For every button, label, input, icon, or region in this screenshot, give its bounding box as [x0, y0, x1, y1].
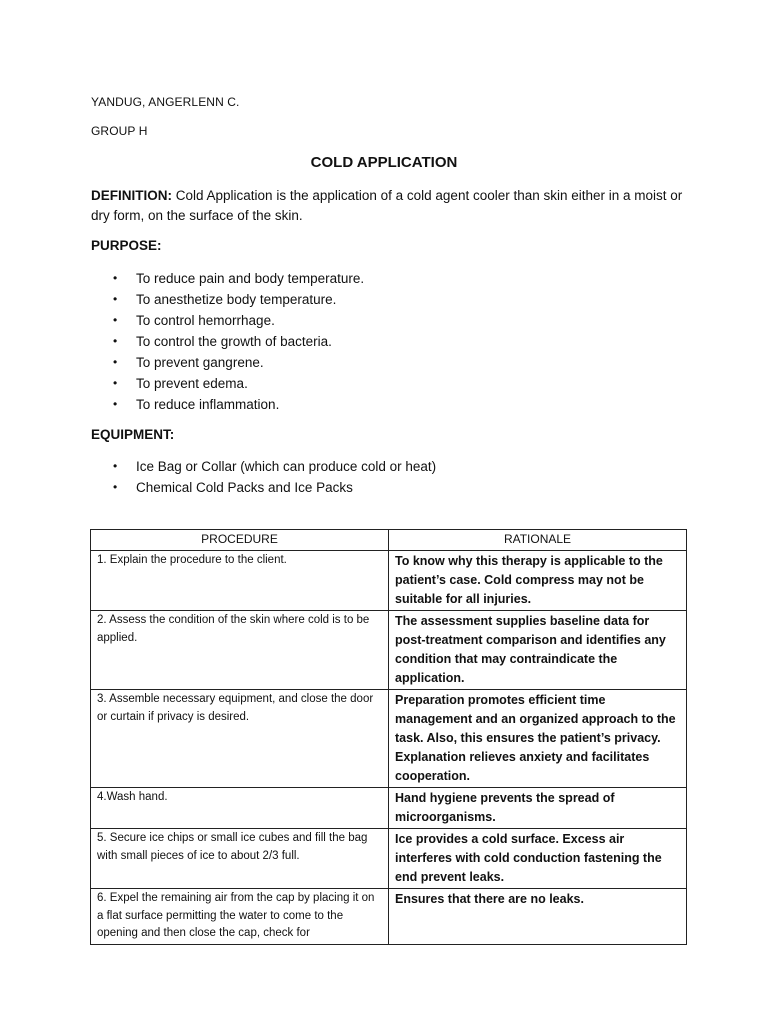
bullet-icon: • [113, 334, 118, 348]
bullet-icon: • [113, 480, 118, 494]
rationale-cell: Hand hygiene prevents the spread of microorganisms. [389, 788, 687, 829]
procedure-cell: 1. Explain the procedure to the client. [91, 551, 389, 611]
group-label: GROUP H [91, 124, 148, 138]
rationale-cell: To know why this therapy is applicable to the patient’s case. Cold compress may not be suitable for all injuries. [389, 551, 687, 611]
list-item: • To reduce pain and body temperature. [91, 268, 364, 289]
purpose-heading: PURPOSE: [91, 238, 162, 253]
table-row [91, 611, 687, 690]
list-item: • Ice Bag or Collar (which can produce cold or heat) [91, 456, 436, 477]
rationale-cell: Preparation promotes efficient time management and an organized approach to the task. Also, this ensures the patient’s privacy. Explanation relieves anxiety and facilitates cooperation. [389, 690, 687, 788]
equipment-heading: EQUIPMENT: [91, 427, 175, 442]
definition-paragraph [91, 186, 691, 226]
list-item: • To control the growth of bacteria. [91, 331, 364, 352]
definition-text: Cold Application is the application of a cold agent cooler than skin either in a moist or dry form, on the surface of the skin. [91, 188, 683, 223]
rationale-column-header: RATIONALE [389, 530, 687, 551]
table-row [91, 889, 687, 945]
procedure-cell: 3. Assemble necessary equipment, and close the door or curtain if privacy is desired. [91, 690, 389, 788]
rationale-cell: The assessment supplies baseline data for post-treatment comparison and identifies any condition that may contraindicate the application. [389, 611, 687, 690]
equipment-list [91, 456, 436, 498]
list-item: • To control hemorrhage. [91, 310, 364, 331]
table-row [91, 788, 687, 829]
bullet-icon: • [113, 313, 118, 327]
document-title: COLD APPLICATION [310, 154, 458, 171]
bullet-icon: • [113, 397, 118, 411]
author-name: YANDUG, ANGERLENN C. [91, 95, 240, 109]
bullet-icon: • [113, 376, 118, 390]
bullet-icon: • [113, 459, 118, 473]
procedure-column-header: PROCEDURE [91, 530, 389, 551]
list-item: • To prevent edema. [91, 373, 364, 394]
procedure-cell: 4.Wash hand. [91, 788, 389, 829]
list-item: • To reduce inflammation. [91, 394, 364, 415]
bullet-icon: • [113, 292, 118, 306]
table-row [91, 551, 687, 611]
procedure-cell: 2. Assess the condition of the skin where cold is to be applied. [91, 611, 389, 690]
procedure-cell: 5. Secure ice chips or small ice cubes and fill the bag with small pieces of ice to about 2/3 full. [91, 829, 389, 889]
purpose-list [91, 268, 364, 415]
procedure-table [90, 529, 687, 945]
definition-label: DEFINITION: [91, 188, 172, 203]
bullet-icon: • [113, 271, 118, 285]
list-item: • To prevent gangrene. [91, 352, 364, 373]
list-item: • Chemical Cold Packs and Ice Packs [91, 477, 436, 498]
rationale-cell: Ice provides a cold surface. Excess air interferes with cold conduction fastening the end prevent leaks. [389, 829, 687, 889]
bullet-icon: • [113, 355, 118, 369]
procedure-cell: 6. Expel the remaining air from the cap by placing it on a flat surface permitting the water to come to the opening and then close the cap, check for [91, 889, 389, 945]
table-row [91, 690, 687, 788]
rationale-cell: Ensures that there are no leaks. [389, 889, 687, 945]
table-row [91, 829, 687, 889]
table-header-row [91, 530, 687, 551]
list-item: • To anesthetize body temperature. [91, 289, 364, 310]
